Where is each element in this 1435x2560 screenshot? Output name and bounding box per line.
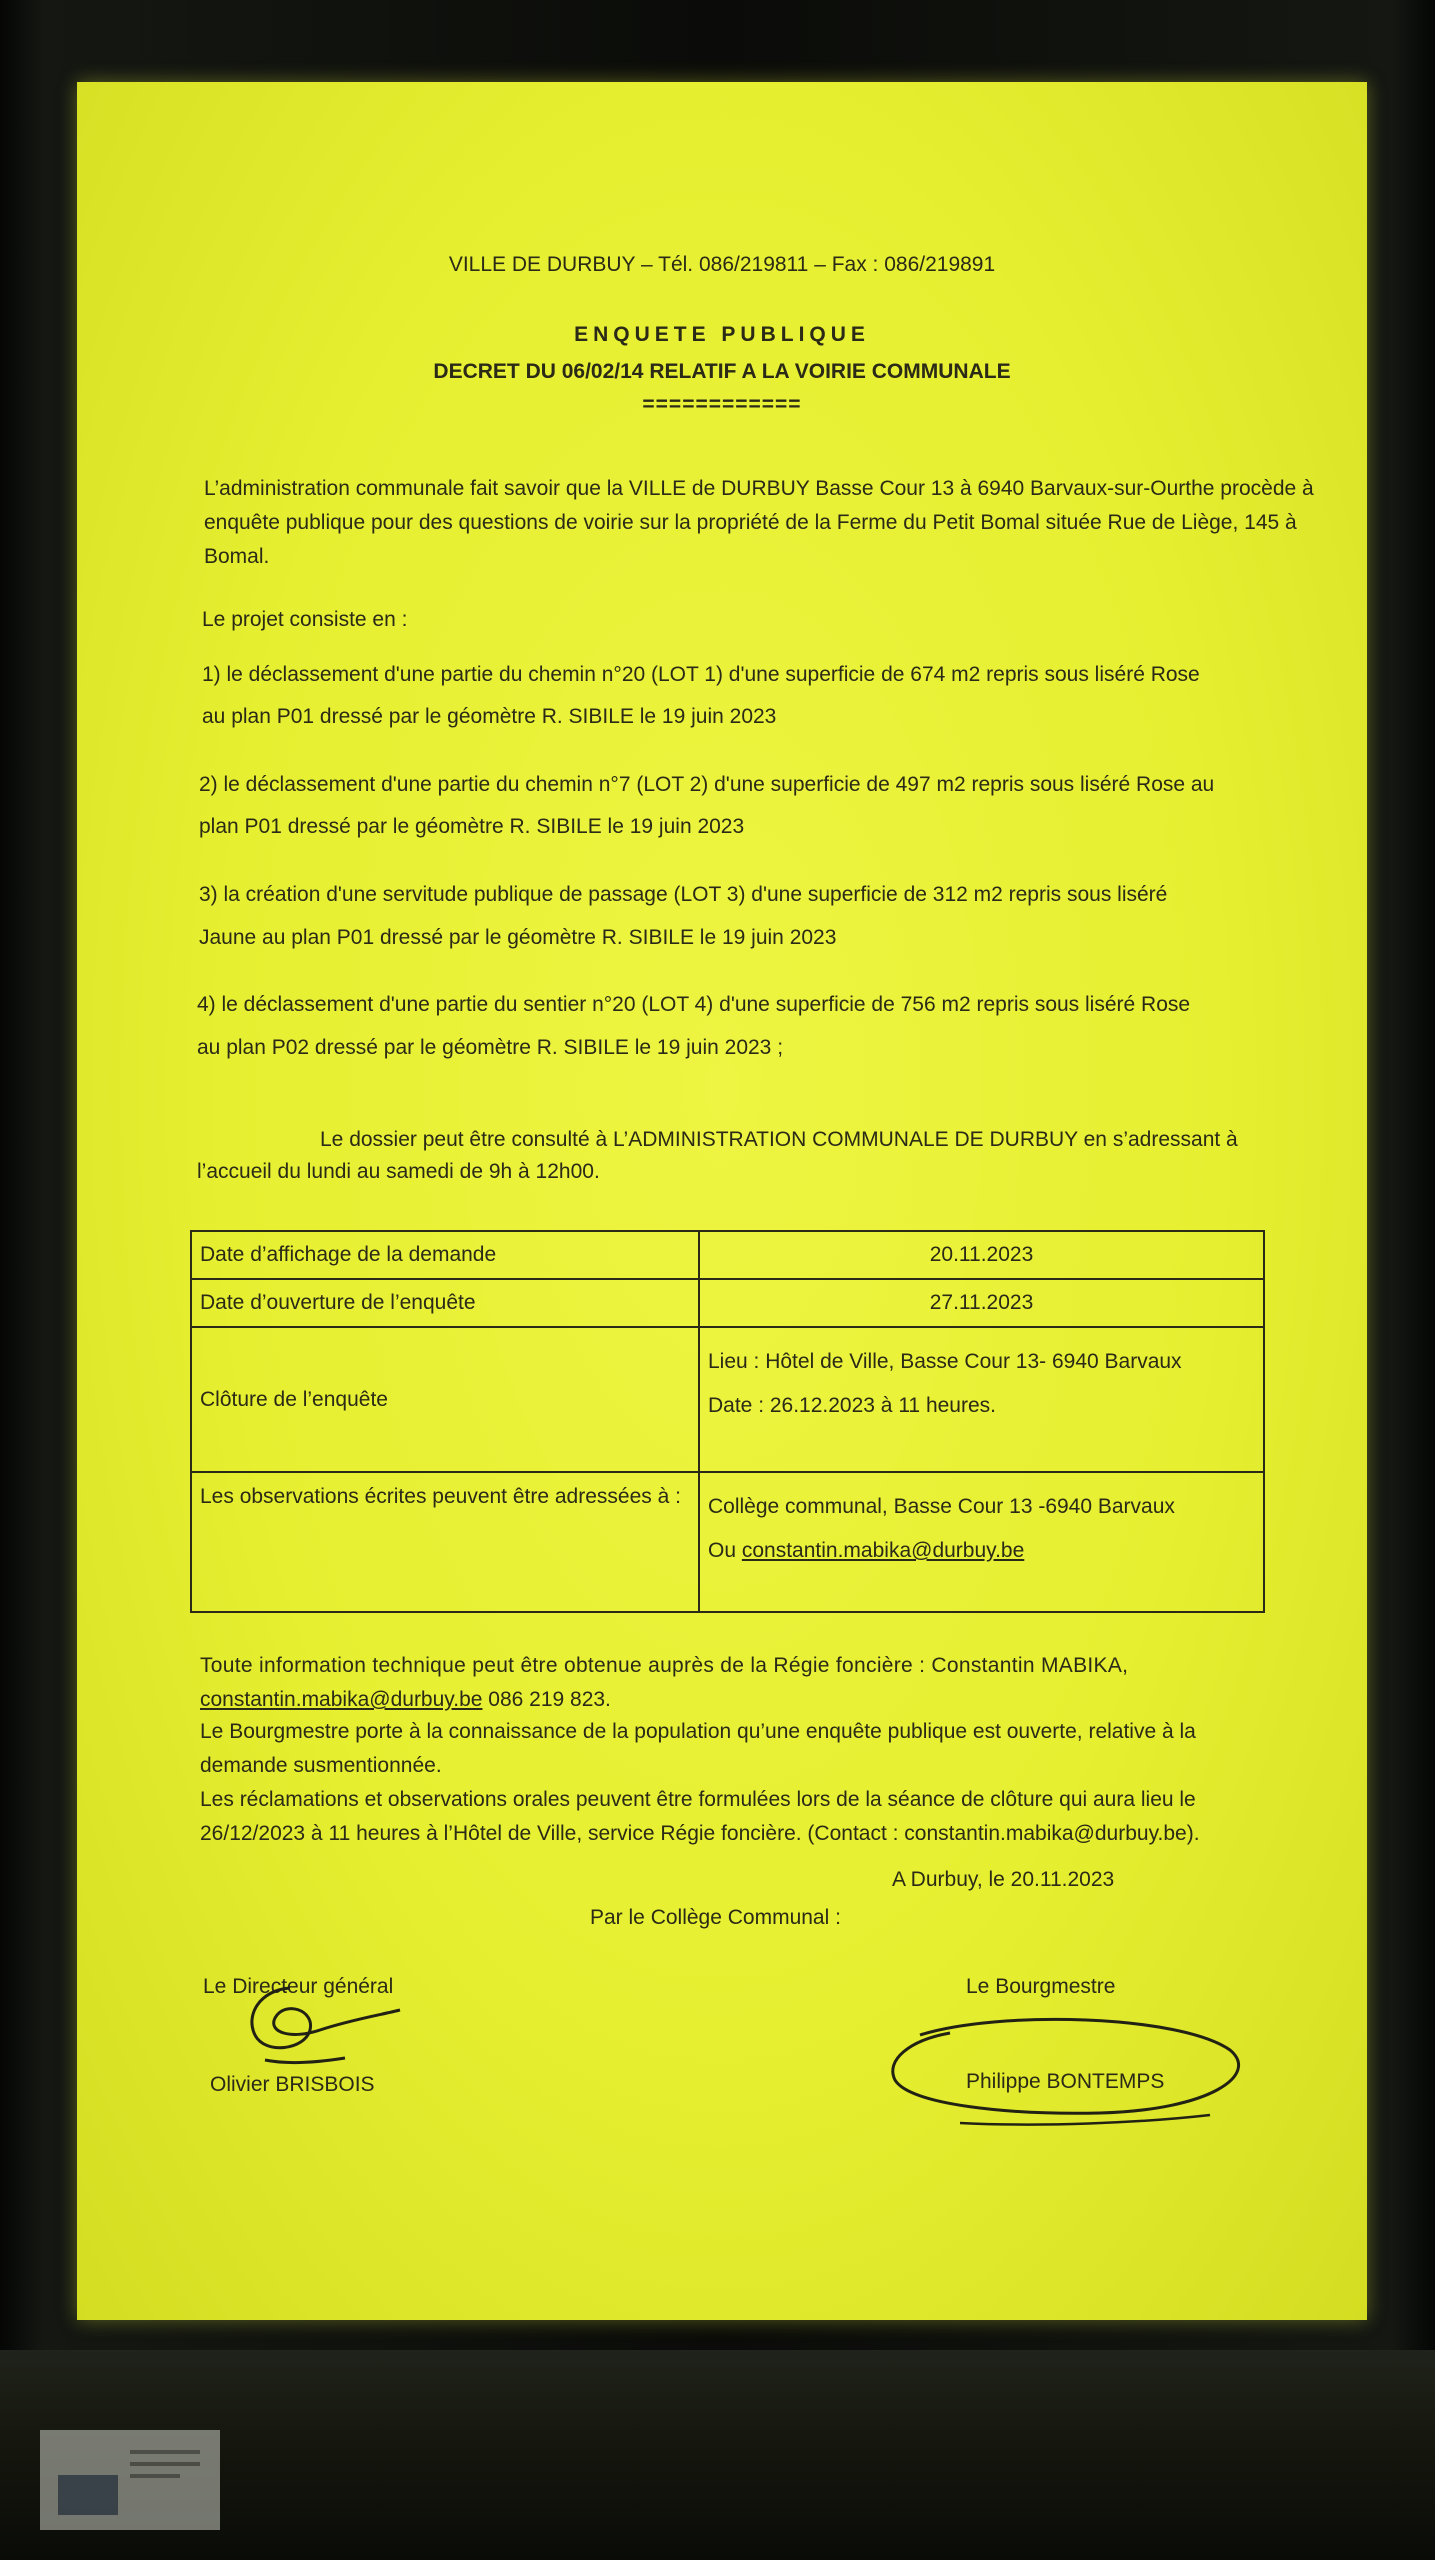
info-contact-line [200,1688,611,1712]
closing-date: Date : 26.12.2023 à 11 heures. [708,1394,996,1417]
table-cell-label: Date d’ouverture de l’enquête [191,1279,699,1327]
right-signatory-title: Le Bourgmestre [966,1975,1116,1998]
intro-paragraph: L’administration communale fait savoir que la VILLE de DURBUY Basse Cour 13 à 6940 Barvaux-sur-Ourthe procède à enquête publique pour des questions de voirie sur la propriété de la Ferme du Petit Bomal située Rue de Liège, 145 à Bomal. [204,477,1314,568]
reclamations-line-2: 26/12/2023 à 11 heures à l’Hôtel de Ville, service Régie foncière. (Contact : constantin.mabika@durbuy.be). [200,1822,1200,1845]
info-line-1: Toute information technique peut être obtenue auprès de la Régie foncière : Constantin MABIKA, [200,1654,1129,1677]
municipality-header: VILLE DE DURBUY – Tél. 086/219811 – Fax : 086/219891 [448,253,996,276]
reclamations-line-1: Les réclamations et observations orales peuvent être formulées lors de la séance de clôture qui aura lieu le [200,1788,1196,1811]
item-1-line-1: 1) le déclassement d'une partie du chemin n°20 (LOT 1) d'une superficie de 674 m2 repris sous liséré Rose [202,663,1200,686]
par-le-college: Par le Collège Communal : [590,1906,841,1929]
item-1-line-2: au plan P01 dressé par le géomètre R. SIBILE le 19 juin 2023 [202,705,777,728]
bourgmestre-line-1: Le Bourgmestre porte à la connaissance de la population qu’une enquête publique est ouverte, relative à la [200,1720,1196,1743]
item-4-line-2: au plan P02 dressé par le géomètre R. SIBILE le 19 juin 2023 ; [197,1036,784,1059]
observations-address: Collège communal, Basse Cour 13 -6940 Barvaux [708,1495,1175,1518]
table-cell-value: 27.11.2023 [699,1279,1264,1327]
table-cell-label: Les observations écrites peuvent être adressées à : [191,1472,699,1612]
item-2-line-1: 2) le déclassement d'une partie du chemin n°7 (LOT 2) d'une superficie de 497 m2 repris sous liséré Rose au [199,773,1215,796]
left-signatory-title: Le Directeur général [203,1975,394,1998]
item-3-line-2: Jaune au plan P01 dressé par le géomètre R. SIBILE le 19 juin 2023 [199,926,837,949]
left-signature [230,1970,410,2080]
bourgmestre-line-2: demande susmentionnée. [200,1754,442,1777]
project-intro: Le projet consiste en : [202,608,408,631]
dossier-line-1: Le dossier peut être consulté à L’ADMINISTRATION COMMUNALE DE DURBUY en s’adressant à [320,1128,1238,1151]
item-4-line-1: 4) le déclassement d'une partie du sentier n°20 (LOT 4) d'une superficie de 756 m2 repris sous liséré Rose [197,993,1191,1016]
table-cell-value: 20.11.2023 [699,1231,1264,1279]
dossier-line-2: l’accueil du lundi au samedi de 9h à 12h00. [197,1160,600,1183]
table-cell-label: Date d’affichage de la demande [191,1231,699,1279]
info-phone: 086 219 823. [482,1688,611,1711]
observations-email-line: Ou constantin.mabika@durbuy.be [708,1539,1025,1562]
notice-title: ENQUETE PUBLIQUE [574,323,870,346]
closing-location: Lieu : Hôtel de Ville, Basse Cour 13- 6940 Barvaux [708,1350,1182,1373]
email-link[interactable]: constantin.mabika@durbuy.be [741,1539,1025,1562]
table-cell-label: Clôture de l’enquête [191,1327,699,1472]
item-3-line-1: 3) la création d'une servitude publique de passage (LOT 3) d'une superficie de 312 m2 repris sous liséré [199,883,1168,906]
title-underline: ============ [642,393,802,416]
place-and-date: A Durbuy, le 20.11.2023 [892,1868,1115,1891]
right-signatory-name: Philippe BONTEMPS [966,2070,1165,2093]
right-signature [880,2005,1250,2135]
notice-subtitle: DECRET DU 06/02/14 RELATIF A LA VOIRIE COMMUNALE [433,360,1011,383]
left-signatory-name: Olivier BRISBOIS [210,2073,375,2096]
info-email-link[interactable]: constantin.mabika@durbuy.be [200,1688,483,1711]
item-2-line-2: plan P01 dressé par le géomètre R. SIBILE le 19 juin 2023 [199,815,745,838]
